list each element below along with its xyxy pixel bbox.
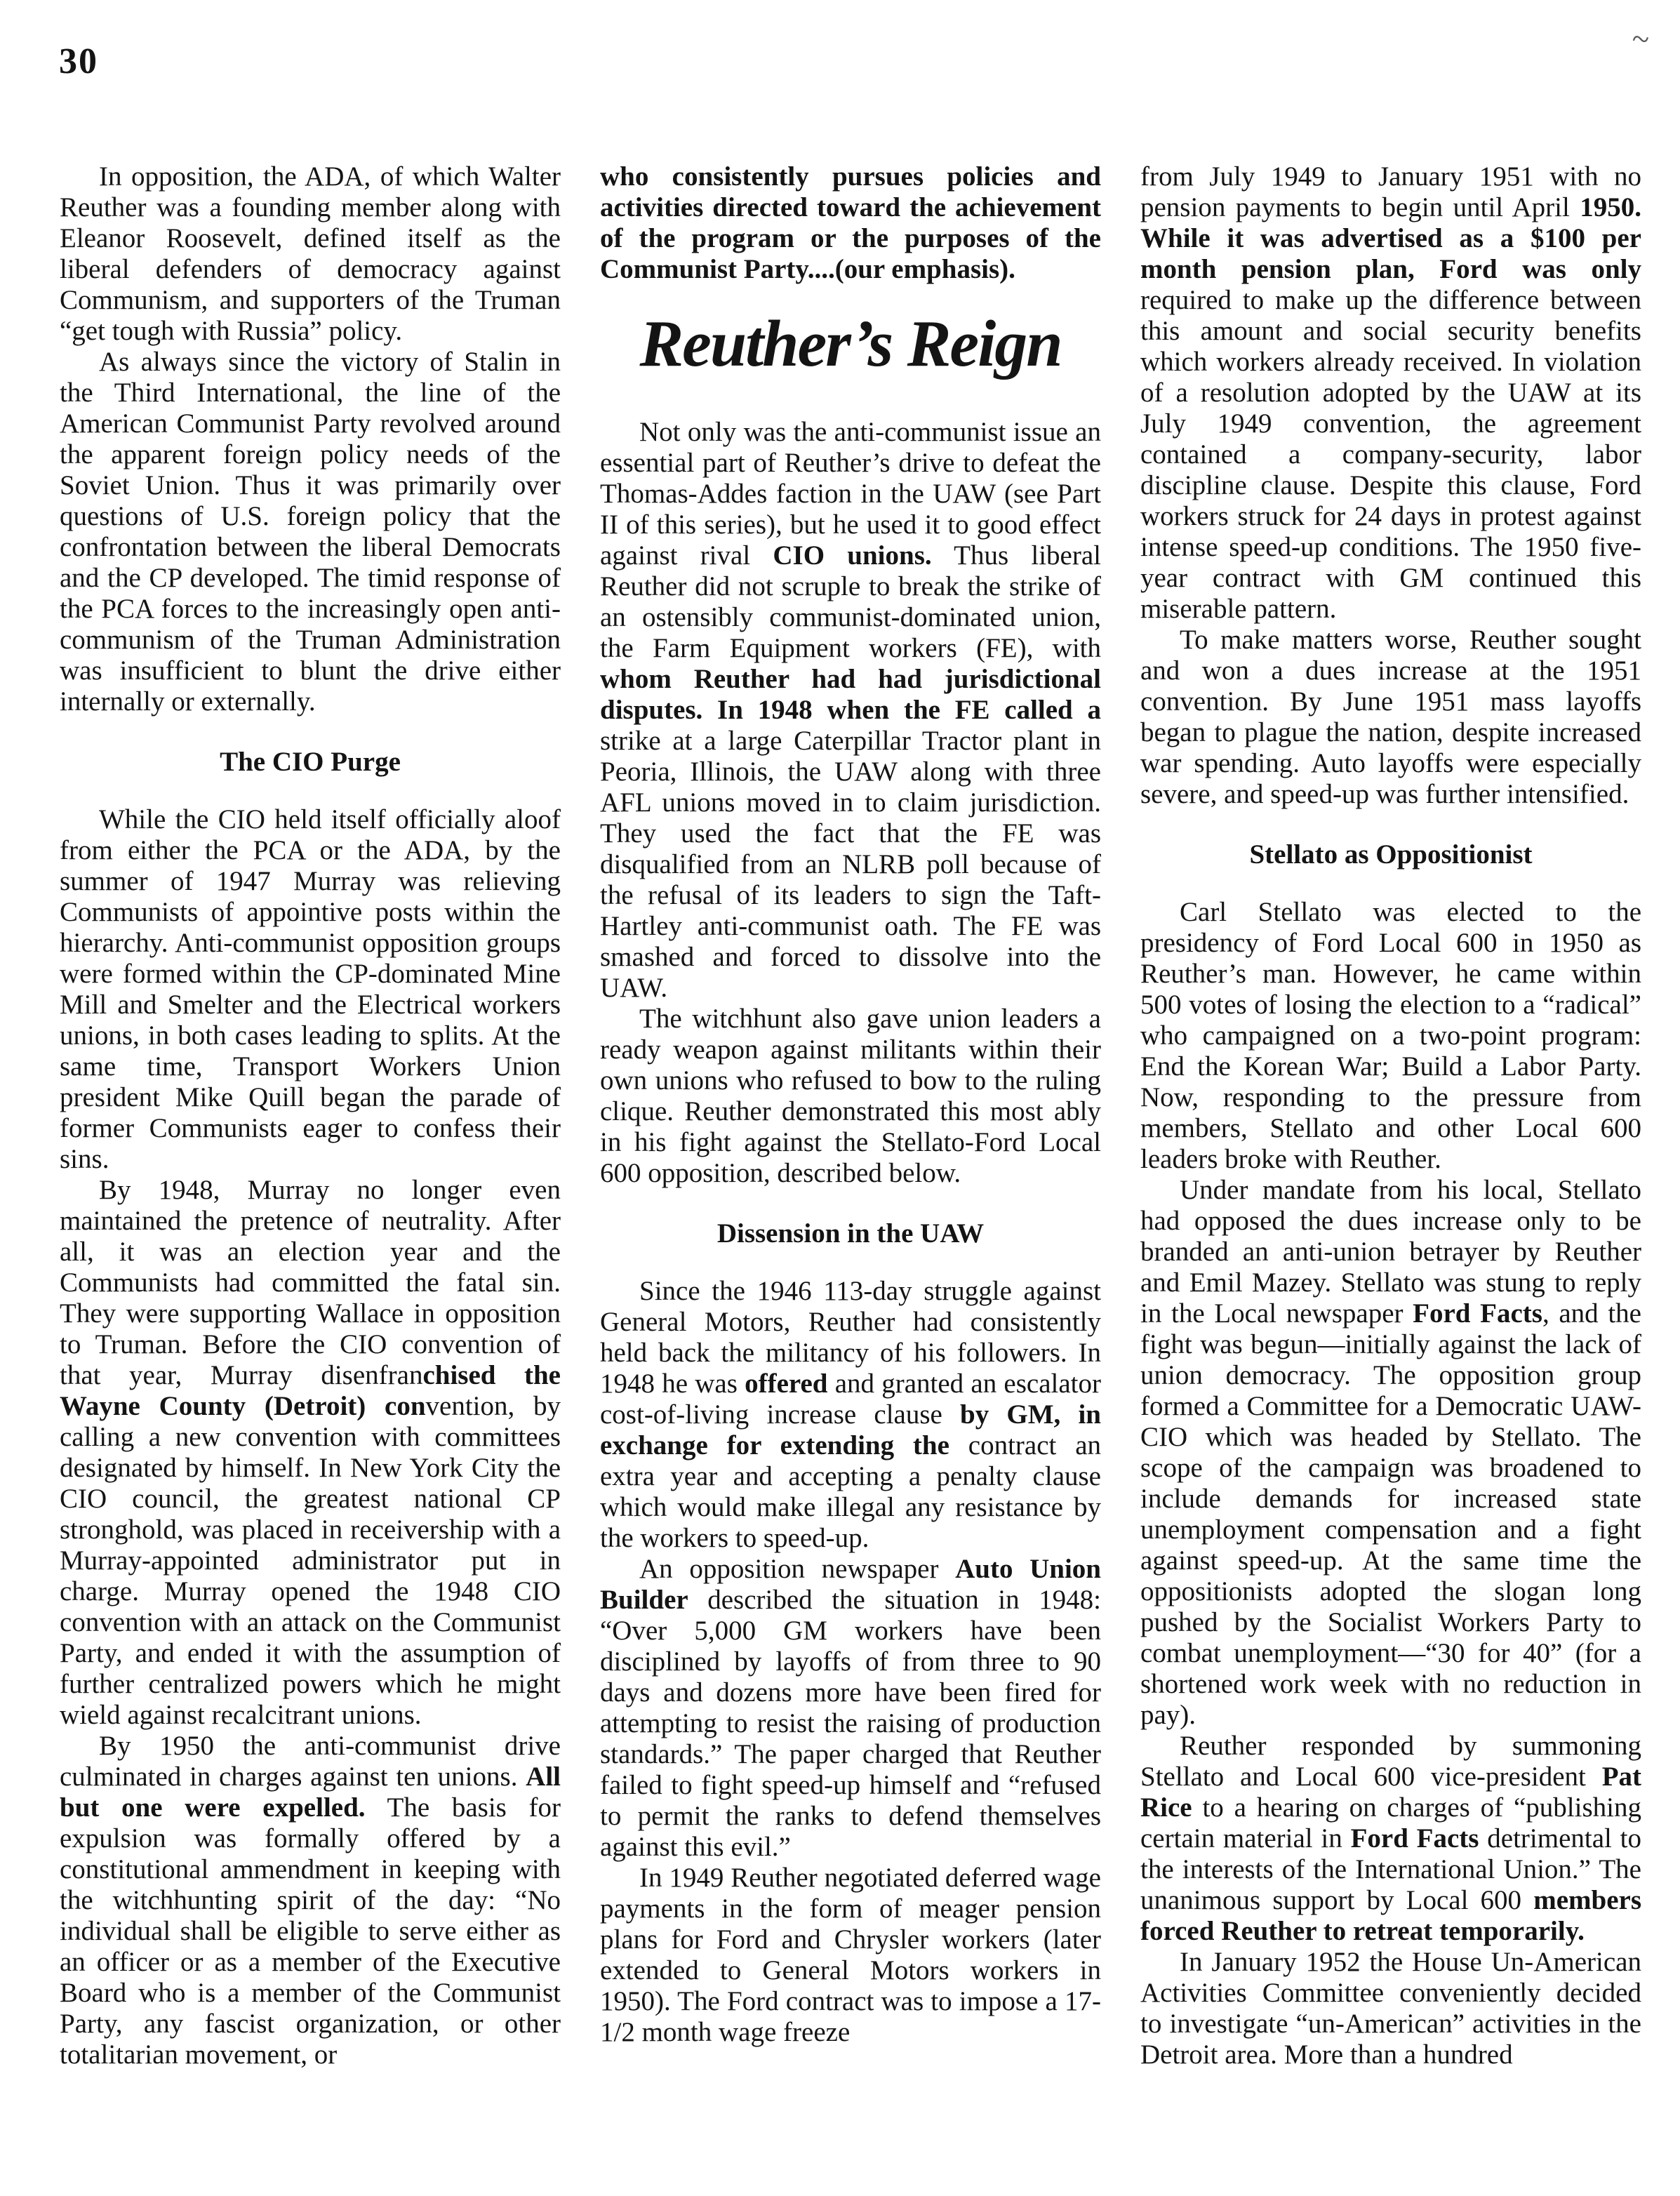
body-text: By 1950 the anti-communist drive culminated in charges against ten unions. xyxy=(60,1731,561,1792)
column-1 xyxy=(60,161,561,2070)
body-text: Not only was the anti-communist issue an essential part of Reuther’s drive to defeat the Thomas-Addes faction in the UAW (see Part II of this series), but he used it to good effect against rival xyxy=(600,417,1101,571)
bold-text: 1950. While it was advertised as a $100 per month pension plan, Ford was only xyxy=(1140,192,1641,284)
paragraph xyxy=(60,804,561,1175)
bold-text: who consistently pursues policies and activities directed toward the achievement of the program or the purposes of the Communist Party....(our emphasis). xyxy=(600,161,1101,284)
bold-text: Pat Rice xyxy=(1140,1762,1641,1823)
paragraph xyxy=(1140,1731,1641,1947)
paragraph xyxy=(1140,897,1641,1175)
bold-text: Ford Facts xyxy=(1350,1823,1479,1854)
body-text: The basis for expulsion was formally offered by a constitutional ammendment in keeping with the witchhunting spirit of the day: “No individual shall be eligible to serve either as an officer or as a member of the Executive Board who is a member of the Communist Party, any fascist organization, or other totalitarian movement, or xyxy=(60,1792,561,2070)
paragraph xyxy=(600,1554,1101,1863)
body-text: In 1949 Reuther negotiated deferred wage payments in the form of meager pension plans for Ford and Chrysler workers (later extended to General Motors workers in 1950). The Ford contract was to impose a 17-1/2 month wage freeze xyxy=(600,1863,1101,2047)
paragraph xyxy=(600,1863,1101,2048)
column-3 xyxy=(1140,161,1641,2070)
body-text: Carl Stellato was elected to the presidency of Ford Local 600 in 1950 as Reuther’s man. However, he came within 500 votes of losing the election to a “radical” who campaigned on a two-point program: End the Korean War; Build a Labor Party. Now, responding to the pressure from members, Stellato and other Local 600 leaders broke with Reuther. xyxy=(1140,897,1641,1174)
paragraph xyxy=(60,161,561,347)
body-text: In opposition, the ADA, of which Walter Reuther was a founding member along with Eleanor Roosevelt, defined itself as the liberal defenders of democracy against Communism, and supporters of the Truman “get tough with Russia” policy. xyxy=(60,161,561,346)
body-text: vention, by calling a new convention with committees designated by himself. In New York City the CIO council, the greatest national CP stronghold, was placed in receivership with a Murray-appointed administrator put in charge. Murray opened the 1948 CIO convention with an attack on the Communist Party, and ended it with the assumption of further centralized powers which he might wield against recalcitrant unions. xyxy=(60,1391,561,1730)
body-text: In January 1952 the House Un-American Activities Committee conveniently decided to investigate “un-American” activities in the Detroit area. More than a hundred xyxy=(1140,1947,1641,2070)
article-headline: Reuther’s Reign xyxy=(639,307,1062,380)
paragraph xyxy=(1140,1947,1641,2070)
bold-text: CIO unions. xyxy=(773,540,932,571)
section-heading: Dissension in the UAW xyxy=(716,1218,985,1249)
paragraph xyxy=(60,347,561,717)
section-heading: The CIO Purge xyxy=(220,747,401,777)
page-number: 30 xyxy=(59,41,98,81)
bold-text: by GM, in exchange for extending the xyxy=(600,1399,1101,1460)
paragraph xyxy=(1140,1175,1641,1731)
bold-text: whom Reuther had had jurisdictional disputes. In 1948 when the FE called a xyxy=(600,664,1101,725)
bold-text: Auto Union Builder xyxy=(600,1554,1101,1615)
body-text: and granted an escalator cost-of-living increase clause xyxy=(600,1369,1101,1430)
body-text: An opposition newspaper xyxy=(639,1554,956,1584)
body-text: While the CIO held itself officially aloof from either the PCA or the ADA, by the summer of 1947 Murray was relieving Communists of appointive posts within the hierarchy. Anti-communist opposition groups were formed within the CP-dominated Mine Mill and Smelter and the Electrical workers unions, in both cases leading to splits. At the same time, Transport Workers Union president Mike Quill began the parade of former Communists eager to confess their sins. xyxy=(60,804,561,1174)
body-text: As always since the victory of Stalin in the Third International, the line of the American Communist Party revolved around the apparent foreign policy needs of the Soviet Union. Thus it was primarily over questions of U.S. foreign policy that the confrontation between the liberal Democrats and the CP developed. The timid response of the PCA forces to the increasingly open anti-communism of the Truman Administration was insufficient to blunt the drive either internally or externally. xyxy=(60,347,561,717)
body-text: Reuther responded by summoning Stellato and Local 600 vice-president xyxy=(1140,1731,1641,1792)
bold-text: Ford Facts xyxy=(1413,1298,1542,1329)
body-text: detrimental to the interests of the International Union.” The unanimous support by Local 600 xyxy=(1140,1823,1641,1915)
body-text: described the situation in 1948: “Over 5,000 GM workers have been disciplined by layoffs of from three to 90 days and dozens more have been fired for attempting to resist the raising of production standards.” The paper charged that Reuther failed to fight speed-up himself and “refused to permit the ranks to defend themselves against this evil.” xyxy=(600,1585,1101,1862)
body-text: Since the 1946 113-day struggle against General Motors, Reuther had consistently held back the militancy of his followers. In 1948 he was xyxy=(600,1276,1101,1399)
article-columns xyxy=(60,161,1641,2070)
body-text: strike at a large Caterpillar Tractor plant in Peoria, Illinois, the UAW along with three AFL unions moved in to claim jurisdiction. They used the fact that the FE was disqualified from an NLRB poll because of the refusal of its leaders to sign the Taft-Hartley anti-communist oath. The FE was smashed and forced to dissolve into the UAW. xyxy=(600,726,1101,1003)
section-heading: Stellato as Oppositionist xyxy=(1249,839,1533,870)
paragraph xyxy=(600,417,1101,1004)
body-text: The witchhunt also gave union leaders a ready weapon against militants within their own unions who refused to bow to the ruling clique. Reuther demonstrated this most ably in his fight against the Stellato-Ford Local 600 opposition, described below. xyxy=(600,1004,1101,1188)
body-text: To make matters worse, Reuther sought and won a dues increase at the 1951 convention. By June 1951 mass layoffs began to plague the nation, despite increased war spending. Auto layoffs were especially severe, and speed-up was further intensified. xyxy=(1140,625,1641,809)
body-text: , and the fight was begun—initially against the lack of union democracy. The opposition group formed a Committee for a Democratic UAW-CIO which was headed by Stellato. The scope of the campaign was broadened to include demands for increased state unemployment compensation and a fight against speed-up. At the same time the oppositionists adopted the slogan long pushed by the Socialist Workers Party to combat unemployment—“30 for 40” (for a shortened work week with no reduction in pay). xyxy=(1140,1298,1641,1730)
body-text: from July 1949 to January 1951 with no pension payments to begin until April xyxy=(1140,161,1641,222)
body-text: contract an extra year and accepting a penalty clause which would make illegal any resistance by the workers to speed-up. xyxy=(600,1430,1102,1553)
paragraph xyxy=(600,1004,1101,1189)
body-text: to a hearing on charges of “publishing certain material in xyxy=(1140,1792,1641,1854)
paragraph xyxy=(1140,625,1641,810)
body-text: required to make up the difference between this amount and social security benefits which workers already received. In violation of a resolution adopted by the UAW at its July 1949 convention, the agreement contained a company-security, labor discipline clause. Despite this clause, Ford workers struck for 24 days in protest against intense speed-up conditions. The 1950 five-year contract with GM continued this miserable pattern. xyxy=(1140,285,1641,624)
column-2 xyxy=(600,161,1101,2048)
paragraph xyxy=(1140,161,1641,625)
paragraph xyxy=(60,1731,561,2070)
bold-text: members forced Reuther to retreat temporarily. xyxy=(1140,1885,1641,1946)
paragraph xyxy=(60,1175,561,1731)
stray-scan-mark: ~ xyxy=(1629,20,1652,58)
paragraph xyxy=(600,161,1101,285)
body-text: Under mandate from his local, Stellato had opposed the dues increase only to be branded an anti-union betrayer by Reuther and Emil Mazey. Stellato was stung to reply in the Local newspaper xyxy=(1140,1175,1641,1329)
paragraph xyxy=(600,1276,1101,1554)
body-text: Thus liberal Reuther did not scruple to break the strike of an ostensibly communist-dominated union, the Farm Equipment workers (FE), with xyxy=(600,540,1101,663)
bold-text: All but one were expelled. xyxy=(60,1762,561,1823)
bold-text: chised the Wayne County (Detroit) con xyxy=(60,1360,561,1421)
body-text: By 1948, Murray no longer even maintained the pretence of neutrality. After all, it was an election year and the Communists had committed the fatal sin. They were supporting Wallace in opposition to Truman. Before the CIO convention of that year, Murray disenfran xyxy=(60,1175,561,1390)
bold-text: offered xyxy=(745,1369,828,1399)
